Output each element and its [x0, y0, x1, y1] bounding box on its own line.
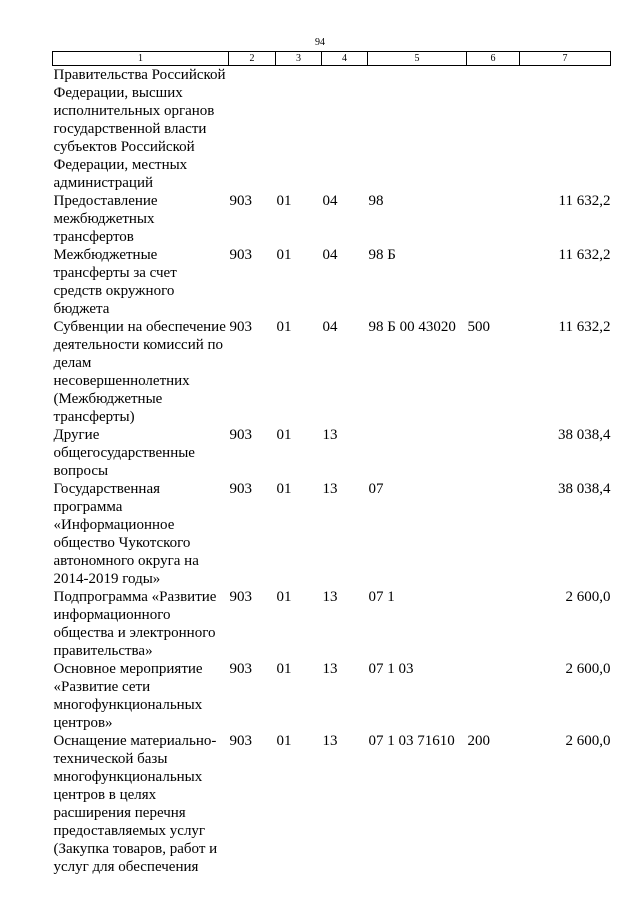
row-article — [368, 426, 467, 480]
table-row — [53, 192, 611, 246]
table-row — [53, 318, 611, 426]
table-header — [53, 52, 611, 66]
column-header-1: 1 — [53, 52, 229, 66]
row-admin-code: 903 — [229, 661, 252, 677]
page-number: 94 — [315, 37, 325, 48]
row-amount: 2 600,0 — [565, 589, 611, 605]
row-name: Межбюджетные трансферты за счет средств окружного бюджета — [53, 247, 177, 317]
table-row — [53, 588, 611, 660]
row-subsection: 13 — [322, 733, 338, 749]
row-expense-type — [467, 480, 520, 588]
row-subsection: 04 — [322, 319, 338, 335]
row-section: 01 — [276, 481, 292, 497]
row-section: 01 — [276, 661, 292, 677]
row-section: 01 — [276, 589, 292, 605]
row-article: 98 Б — [368, 247, 396, 263]
row-expense-type — [467, 588, 520, 660]
row-amount: 2 600,0 — [565, 661, 611, 677]
row-section — [276, 66, 322, 193]
row-subsection: 13 — [322, 589, 338, 605]
row-name: Правительства Российской Федерации, высших исполнительных органов государственной власти субъектов Российской Федерации, местных администраций — [53, 67, 226, 191]
row-admin-code — [229, 66, 276, 193]
table-row — [53, 480, 611, 588]
row-amount: 38 038,4 — [558, 481, 611, 497]
row-expense-type: 200 — [467, 733, 490, 749]
row-amount: 11 632,2 — [558, 247, 611, 263]
row-name: Предоставление межбюджетных трансфертов — [53, 193, 158, 245]
row-section: 01 — [276, 427, 292, 443]
table-row — [53, 426, 611, 480]
table-row — [53, 660, 611, 732]
row-expense-type — [467, 660, 520, 732]
table-row — [53, 66, 611, 193]
row-admin-code: 903 — [229, 481, 252, 497]
table-row — [53, 732, 611, 876]
row-amount: 11 632,2 — [558, 319, 611, 335]
column-header-3: 3 — [276, 52, 322, 66]
table-body — [53, 66, 611, 877]
row-name: Подпрограмма «Развитие информационного общества и электронного правительства» — [53, 589, 217, 659]
row-subsection: 04 — [322, 247, 338, 263]
row-article: 07 1 03 71610 — [368, 733, 455, 749]
column-header-5: 5 — [368, 52, 467, 66]
row-article: 98 Б 00 43020 — [368, 319, 456, 335]
row-section: 01 — [276, 319, 292, 335]
row-admin-code: 903 — [229, 589, 252, 605]
row-expense-type — [467, 426, 520, 480]
row-subsection: 13 — [322, 427, 338, 443]
row-admin-code: 903 — [229, 247, 252, 263]
row-article: 07 1 — [368, 589, 395, 605]
row-section: 01 — [276, 247, 292, 263]
column-header-4: 4 — [322, 52, 368, 66]
row-expense-type — [467, 66, 520, 193]
column-header-6: 6 — [467, 52, 520, 66]
table-row — [53, 246, 611, 318]
budget-table — [52, 51, 611, 876]
row-subsection: 04 — [322, 193, 338, 209]
column-header-2: 2 — [229, 52, 276, 66]
row-expense-type: 500 — [467, 319, 490, 335]
row-section: 01 — [276, 733, 292, 749]
row-expense-type — [467, 246, 520, 318]
row-name: Субвенции на обеспечение деятельности комиссий по делам несовершеннолетних (Межбюджетные трансферты) — [53, 319, 226, 425]
row-subsection — [322, 66, 368, 193]
row-article — [368, 66, 467, 193]
row-amount — [520, 66, 611, 193]
row-admin-code: 903 — [229, 193, 252, 209]
row-name: Государственная программа «Информационное общество Чукотского автономного округа на 2014-2019 годы» — [53, 481, 199, 587]
row-admin-code: 903 — [229, 733, 252, 749]
row-name: Оснащение материально-технической базы многофункциональных центров в целях расширения перечня предоставляемых услуг (Закупка товаров, работ и услуг для обеспечения — [53, 733, 218, 875]
row-section: 01 — [276, 193, 292, 209]
row-subsection: 13 — [322, 481, 338, 497]
row-expense-type — [467, 192, 520, 246]
row-amount: 11 632,2 — [558, 193, 611, 209]
column-header-7: 7 — [520, 52, 611, 66]
row-admin-code: 903 — [229, 319, 252, 335]
row-article: 98 — [368, 193, 384, 209]
row-article: 07 1 03 — [368, 661, 414, 677]
row-name: Основное мероприятие «Развитие сети многофункциональных центров» — [53, 661, 203, 731]
row-amount: 2 600,0 — [565, 733, 611, 749]
row-amount: 38 038,4 — [558, 427, 611, 443]
row-name: Другие общегосударственные вопросы — [53, 427, 195, 479]
row-article: 07 — [368, 481, 384, 497]
header-row — [53, 52, 611, 66]
row-admin-code: 903 — [229, 427, 252, 443]
row-subsection: 13 — [322, 661, 338, 677]
